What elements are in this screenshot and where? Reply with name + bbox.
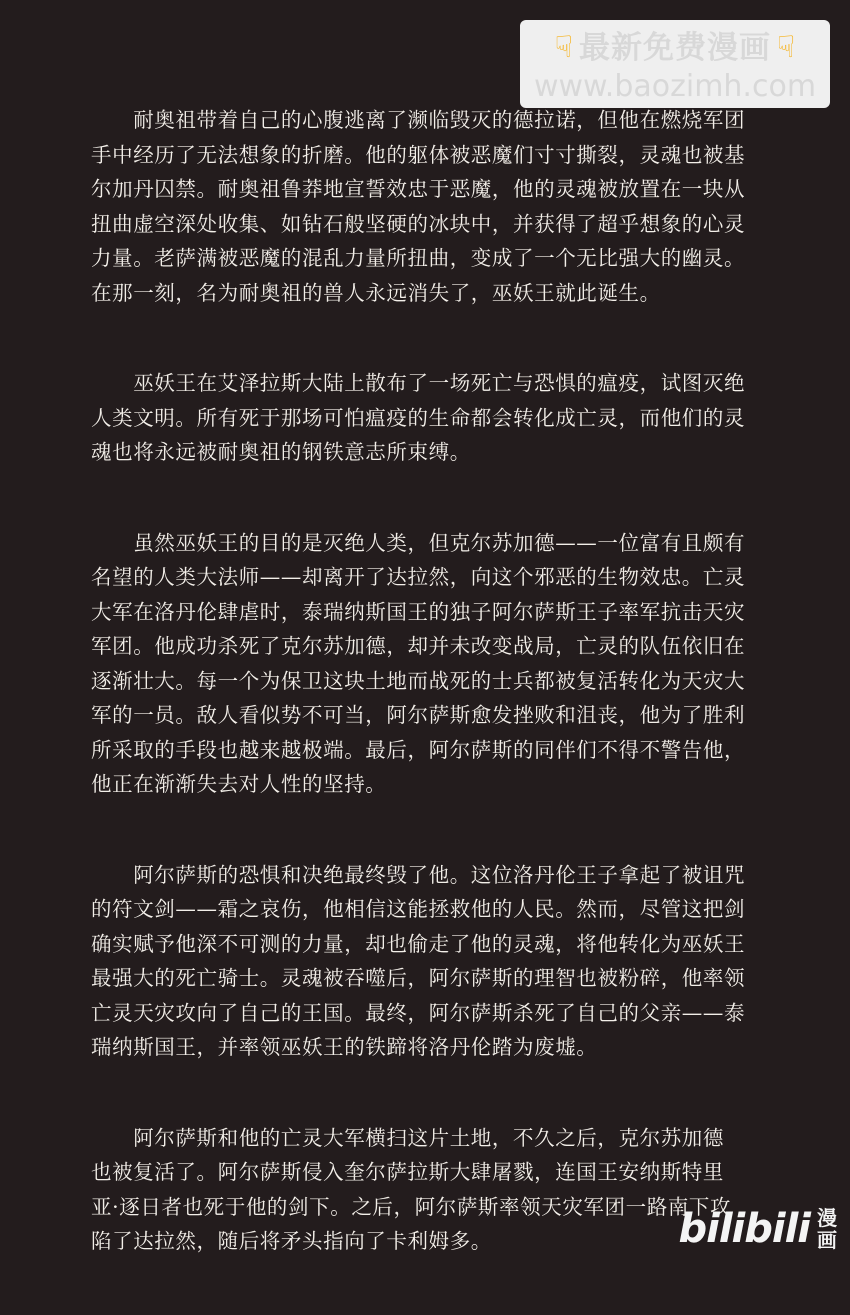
text-line: 逐渐壮大。每一个为保卫这块土地而战死的士兵都被复活转化为天灾大	[91, 668, 746, 693]
text-line: 他正在渐渐失去对人性的坚持。	[91, 772, 387, 796]
text-line: 尔加丹囚禁。耐奥祖鲁莽地宣誓效忠于恶魔，他的灵魂被放置在一块从	[91, 177, 746, 201]
bilibili-manhua-logo	[678, 1206, 838, 1252]
text-line: 确实赋予他深不可测的力量，却也偷走了他的灵魂，将他转化为巫妖王	[91, 931, 746, 956]
text-line: 扭曲虚空深处收集、如钻石般坚硬的冰块中，并获得了超乎想象的心灵	[91, 211, 746, 236]
watermark-title: 最新免费漫画	[579, 30, 771, 66]
pointing-hand-icon: ☟	[777, 30, 796, 65]
watermark-url: www.baozimh.com	[533, 69, 817, 104]
manhua-label: 漫画	[817, 1206, 837, 1252]
text-line: 手中经历了无法想象的折磨。他的躯体被恶魔们寸寸撕裂，灵魂也被基	[91, 142, 746, 167]
text-line: 魂也将永远被耐奥祖的钢铁意志所束缚。	[91, 440, 471, 464]
text-line: 亚·逐日者也死于他的剑下。之后，阿尔萨斯率领天灾军团一路南下攻	[91, 1194, 732, 1219]
text-line: 也被复活了。阿尔萨斯侵入奎尔萨拉斯大肆屠戮，连国王安纳斯特里	[91, 1160, 724, 1184]
story-text	[91, 103, 751, 1315]
paragraph	[91, 103, 751, 310]
text-line: 人类文明。所有死于那场可怕瘟疫的生命都会转化成亡灵，而他们的灵	[91, 405, 746, 430]
text-line: 巫妖王在艾泽拉斯大陆上散布了一场死亡与恐惧的瘟疫，试图灭绝	[91, 371, 746, 395]
text-line: 在那一刻，名为耐奥祖的兽人永远消失了，巫妖王就此诞生。	[91, 280, 661, 305]
text-line: 阿尔萨斯和他的亡灵大军横扫这片土地，不久之后，克尔苏加德	[91, 1125, 724, 1150]
paragraph	[91, 526, 751, 802]
text-line: 力量。老萨满被恶魔的混乱力量所扭曲，变成了一个无比强大的幽灵。	[91, 246, 746, 270]
text-line: 军团。他成功杀死了克尔苏加德，却并未改变战局，亡灵的队伍依旧在	[91, 634, 746, 658]
paragraph	[91, 366, 751, 470]
text-line: 瑞纳斯国王，并率领巫妖王的铁蹄将洛丹伦踏为废墟。	[91, 1035, 598, 1059]
text-line: 耐奥祖带着自己的心腹逃离了濒临毁灭的德拉诺，但他在燃烧军团	[91, 108, 746, 132]
text-line: 最强大的死亡骑士。灵魂被吞噬后，阿尔萨斯的理智也被粉碎，他率领	[91, 966, 746, 990]
pointing-hand-icon: ☟	[554, 30, 573, 65]
text-line: 阿尔萨斯的恐惧和决绝最终毁了他。这位洛丹伦王子拿起了被诅咒	[91, 862, 746, 887]
watermark-title-row	[520, 28, 830, 68]
text-line: 名望的人类大法师——却离开了达拉然，向这个邪恶的生物效忠。亡灵	[91, 565, 746, 589]
text-line: 军的一员。敌人看似势不可当，阿尔萨斯愈发挫败和沮丧，他为了胜利	[91, 703, 746, 727]
text-line: 大军在洛丹伦肆虐时，泰瑞纳斯国王的独子阿尔萨斯王子率军抗击天灾	[91, 599, 746, 624]
text-line: 所采取的手段也越来越极端。最后，阿尔萨斯的同伴们不得不警告他，	[91, 737, 746, 762]
text-line: 的符文剑——霜之哀伤，他相信这能拯救他的人民。然而，尽管这把剑	[91, 897, 746, 921]
text-line: 陷了达拉然，随后将矛头指向了卡利姆多。	[91, 1229, 492, 1253]
text-line: 亡灵天灾攻向了自己的王国。最终，阿尔萨斯杀死了自己的父亲——泰	[91, 1000, 746, 1025]
watermark-banner	[520, 20, 830, 108]
paragraph	[91, 1121, 751, 1259]
bilibili-wordmark: bilibili	[678, 1206, 810, 1252]
paragraph	[91, 858, 751, 1065]
text-line: 虽然巫妖王的目的是灭绝人类，但克尔苏加德——一位富有且颇有	[91, 530, 746, 555]
